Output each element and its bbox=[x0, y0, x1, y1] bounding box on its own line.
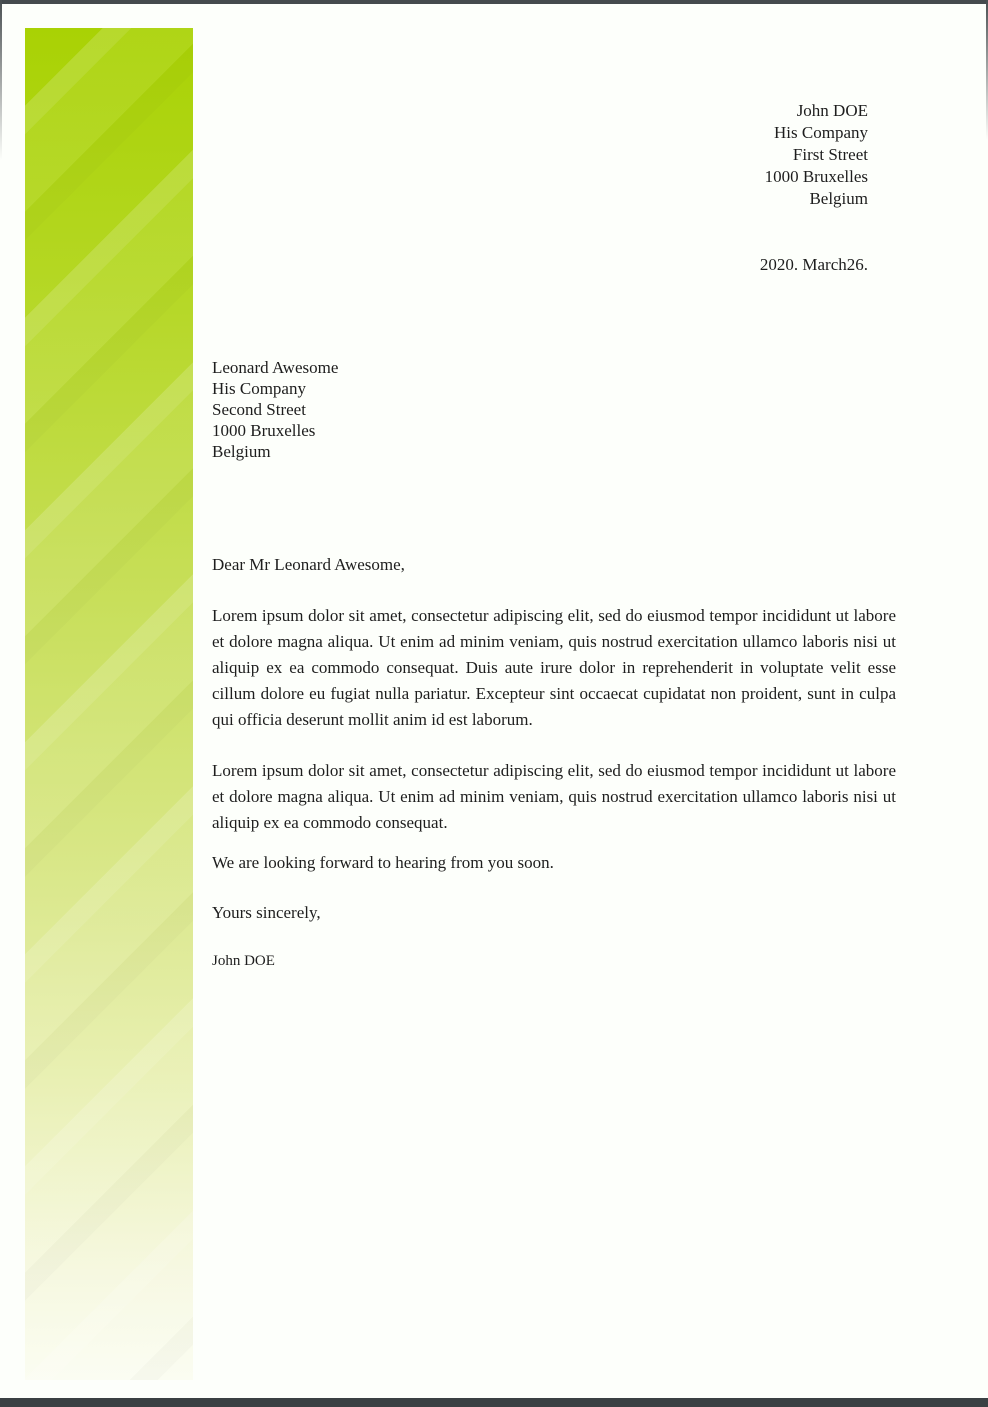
letter-date: 2020. March26. bbox=[759, 255, 868, 274]
body-paragraph-1: Lorem ipsum dolor sit amet, consectetur adipiscing elit, sed do eiusmod tempor incididunt ut labore et dolore magna aliqua. Ut enim ad minim veniam, quis nostrud exercitation ullamco laboris nisi ut aliquip ex ea commodo consequat. Duis aute irure dolor in reprehenderit in voluptate velit esse cillum dolore eu fugiat nulla pariatur. Excepteur sint occaecat cupidatat non proident, sunt in culpa qui officia deserunt mollit anim id est laborum. bbox=[212, 606, 896, 729]
letter-body bbox=[212, 552, 896, 974]
page-left-frame bbox=[0, 0, 2, 160]
sender-country: Belgium bbox=[809, 189, 868, 208]
page-bottom-frame bbox=[0, 1398, 988, 1407]
sender-company: His Company bbox=[774, 123, 868, 142]
sender-name: John DOE bbox=[796, 101, 868, 120]
body-paragraph-2: Lorem ipsum dolor sit amet, consectetur adipiscing elit, sed do eiusmod tempor incididunt ut labore et dolore magna aliqua. Ut enim ad minim veniam, quis nostrud exercitation ullamco laboris nisi ut aliquip ex ea commodo consequat. bbox=[212, 761, 896, 832]
signature-name: John DOE bbox=[212, 953, 275, 969]
page-top-frame bbox=[0, 0, 988, 4]
recipient-address-block bbox=[212, 357, 338, 462]
recipient-company: His Company bbox=[212, 379, 306, 398]
valediction: Yours sincerely, bbox=[212, 903, 321, 922]
sender-street: First Street bbox=[792, 145, 868, 164]
closing-line: We are looking forward to hearing from you soon. bbox=[212, 853, 554, 872]
recipient-country: Belgium bbox=[212, 442, 271, 461]
salutation: Dear Mr Leonard Awesome, bbox=[212, 555, 405, 574]
recipient-name: Leonard Awesome bbox=[212, 358, 339, 377]
sender-address-block bbox=[765, 100, 868, 210]
recipient-street: Second Street bbox=[212, 400, 306, 419]
recipient-city: 1000 Bruxelles bbox=[212, 421, 316, 440]
sender-city: 1000 Bruxelles bbox=[764, 167, 868, 186]
decorative-gradient-bar bbox=[25, 28, 193, 1380]
